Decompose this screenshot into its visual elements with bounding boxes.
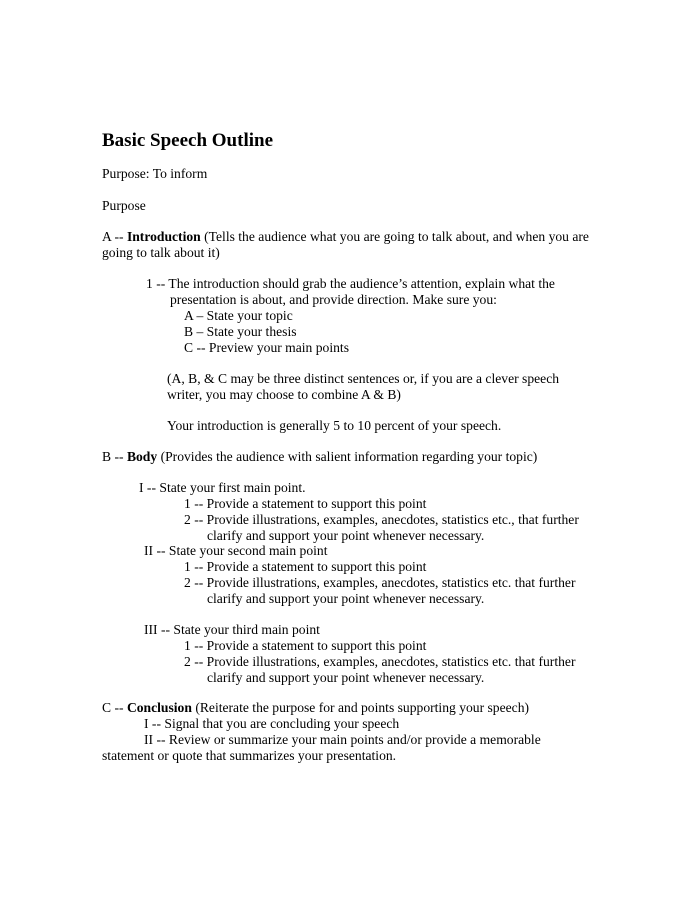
intro-desc-continued: going to talk about it) — [102, 245, 220, 260]
body-point-3-sub-1: 1 -- Provide a statement to support this point — [184, 638, 427, 653]
intro-note-continued: writer, you may choose to combine A & B) — [167, 387, 401, 402]
body-point-3-sub-2-continued: clarify and support your point whenever necessary. — [207, 670, 485, 685]
body-point-1-sub-2: 2 -- Provide illustrations, examples, anecdotes, statistics etc., that further — [184, 512, 579, 527]
intro-sub-a: A – State your topic — [184, 308, 293, 323]
body-point-2-sub-2-continued: clarify and support your point whenever necessary. — [207, 591, 485, 606]
purpose-line: Purpose: To inform — [102, 166, 208, 181]
page-title: Basic Speech Outline — [102, 130, 274, 151]
purpose-label: Purpose — [102, 198, 146, 213]
intro-heading-line — [102, 229, 589, 245]
intro-desc: (Tells the audience what you are going to talk about, and when you are — [204, 229, 589, 244]
body-label: B -- — [102, 449, 124, 464]
intro-sub-b: B – State your thesis — [184, 324, 297, 339]
intro-percent: Your introduction is generally 5 to 10 percent of your speech. — [167, 418, 502, 433]
conclusion-point-2-continued: statement or quote that summarizes your presentation. — [102, 748, 397, 763]
conclusion-heading-line — [102, 700, 529, 716]
conclusion-point-2: II -- Review or summarize your main points and/or provide a memorable — [144, 732, 541, 747]
intro-sub-c: C -- Preview your main points — [184, 340, 349, 355]
intro-note: (A, B, & C may be three distinct sentences or, if you are a clever speech — [167, 371, 560, 386]
intro-heading: Introduction — [126, 229, 201, 244]
body-point-2: II -- State your second main point — [144, 543, 328, 558]
body-point-1-sub-2-continued: clarify and support your point whenever necessary. — [207, 528, 485, 543]
body-point-2-sub-2: 2 -- Provide illustrations, examples, anecdotes, statistics etc. that further — [184, 575, 576, 590]
body-point-3: III -- State your third main point — [144, 622, 320, 637]
conclusion-heading: Conclusion — [126, 700, 192, 715]
body-desc: (Provides the audience with salient information regarding your topic) — [160, 449, 538, 464]
body-heading-line — [102, 449, 537, 465]
intro-label: A -- — [102, 229, 124, 244]
body-point-1: I -- State your first main point. — [139, 480, 306, 495]
intro-point-1: 1 -- The introduction should grab the audience’s attention, explain what the — [146, 276, 555, 291]
body-point-1-sub-1: 1 -- Provide a statement to support this point — [184, 496, 427, 511]
conclusion-desc: (Reiterate the purpose for and points supporting your speech) — [195, 700, 530, 715]
body-point-2-sub-1: 1 -- Provide a statement to support this point — [184, 559, 427, 574]
intro-point-1-continued: presentation is about, and provide direction. Make sure you: — [170, 292, 497, 307]
conclusion-point-1: I -- Signal that you are concluding your speech — [144, 716, 400, 731]
body-heading: Body — [126, 449, 158, 464]
conclusion-label: C -- — [102, 700, 124, 715]
body-point-3-sub-2: 2 -- Provide illustrations, examples, anecdotes, statistics etc. that further — [184, 654, 576, 669]
